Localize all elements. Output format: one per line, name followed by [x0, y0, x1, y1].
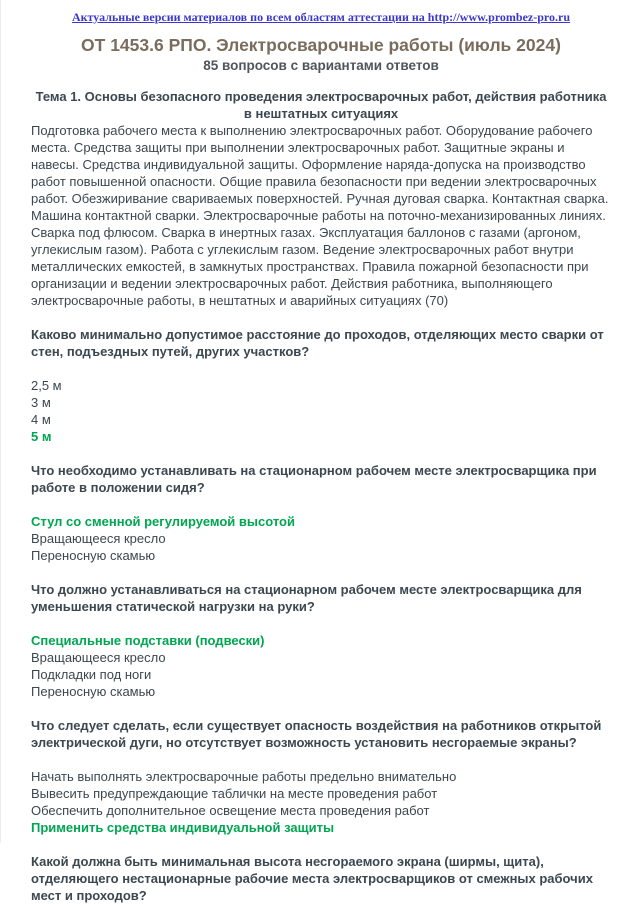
- answer-option: Начать выполнять электросварочные работы предельно внимательно: [31, 769, 457, 784]
- question-block-1: [31, 326, 611, 445]
- question-text: Что должно устанавливаться на стационарном рабочем месте электросварщика для уменьшения статической нагрузки на руки?: [31, 582, 582, 614]
- answer-list: [31, 632, 611, 700]
- question-text: Какой должна быть минимальная высота несгораемого экрана (ширмы, щита), отделяющего нестационарные рабочие места электросварщиков от смежных рабочих мест и проходов?: [31, 854, 593, 903]
- document-subtitle: 85 вопросов с вариантами ответов: [203, 58, 439, 73]
- top-link-row: [31, 8, 611, 26]
- answer-option: Вращающееся кресло: [31, 650, 166, 665]
- question-text: Каково минимально допустимое расстояние до проходов, отделяющих место сварки от стен, подъездных путей, других участков?: [31, 327, 604, 359]
- theme-heading: Тема 1. Основы безопасного проведения электросварочных работ, действия работника в нештатных ситуациях: [35, 89, 607, 121]
- materials-link[interactable]: Актуальные версии материалов по всем областям аттестации на http://www.prombez-pro.ru: [71, 10, 571, 24]
- answer-option: Подкладки под ноги: [31, 667, 152, 682]
- question-block-2: [31, 462, 611, 564]
- answer-option: Переносную скамью: [31, 684, 156, 699]
- answer-option: Обеспечить дополнительное освещение места проведения работ: [31, 803, 430, 818]
- answer-option: Вывесить предупреждающие таблички на месте проведения работ: [31, 786, 438, 801]
- answer-option-correct: 5 м: [31, 429, 52, 444]
- answer-option-correct: Применить средства индивидуальной защиты: [31, 820, 335, 835]
- theme-description: Подготовка рабочего места к выполнению электросварочных работ. Оборудование рабочего места. Средства защиты при выполнении электросварочных работ. Защитные экраны и навесы. Средства индивидуальной защиты. Оформление наряда-допуска на производство работ повышенной опасности. Общие правила безопасности при ведении электросварочных работ. Обезжиривание свариваемых поверхностей. Ручная дуговая сварка. Контактная сварка. Машина контактной сварки. Электросварочные работы на поточно-механизированных линиях. Сварка под флюсом. Сварка в инертных газах. Эксплуатация баллонов с газами (аргоном, углекислым газом). Работа с углекислым газом. Ведение электросварочных работ внутри металлических емкостей, в замкнутых пространствах. Правила пожарной безопасности при организации и ведении электросварочных работ. Действия работника, выполняющего электросварочные работы, в нештатных и аварийных ситуациях (70): [31, 123, 609, 308]
- answer-option-correct: Стул со сменной регулируемой высотой: [31, 514, 295, 529]
- answer-list: [31, 513, 611, 564]
- answer-option: 2,5 м: [31, 378, 62, 393]
- answer-option: Вращающееся кресло: [31, 531, 166, 546]
- document-title: ОТ 1453.6 РПО. Электросварочные работы (июль 2024): [81, 35, 561, 55]
- answer-option: 3 м: [31, 395, 51, 410]
- question-block-3: [31, 581, 611, 700]
- answer-option-correct: Специальные подставки (подвески): [31, 633, 265, 648]
- answer-list: [31, 768, 611, 836]
- question-block-5: [31, 853, 611, 904]
- question-block-4: [31, 717, 611, 836]
- answer-option: 4 м: [31, 412, 51, 427]
- question-text: Что следует сделать, если существует опасность воздействия на работников открытой электрической дуги, но отсутствует возможность установить несгораемые экраны?: [31, 718, 602, 750]
- question-text: Что необходимо устанавливать на стационарном рабочем месте электросварщика при работе в положении сидя?: [31, 463, 597, 495]
- answer-list: [31, 377, 611, 445]
- answer-option: Переносную скамью: [31, 548, 156, 563]
